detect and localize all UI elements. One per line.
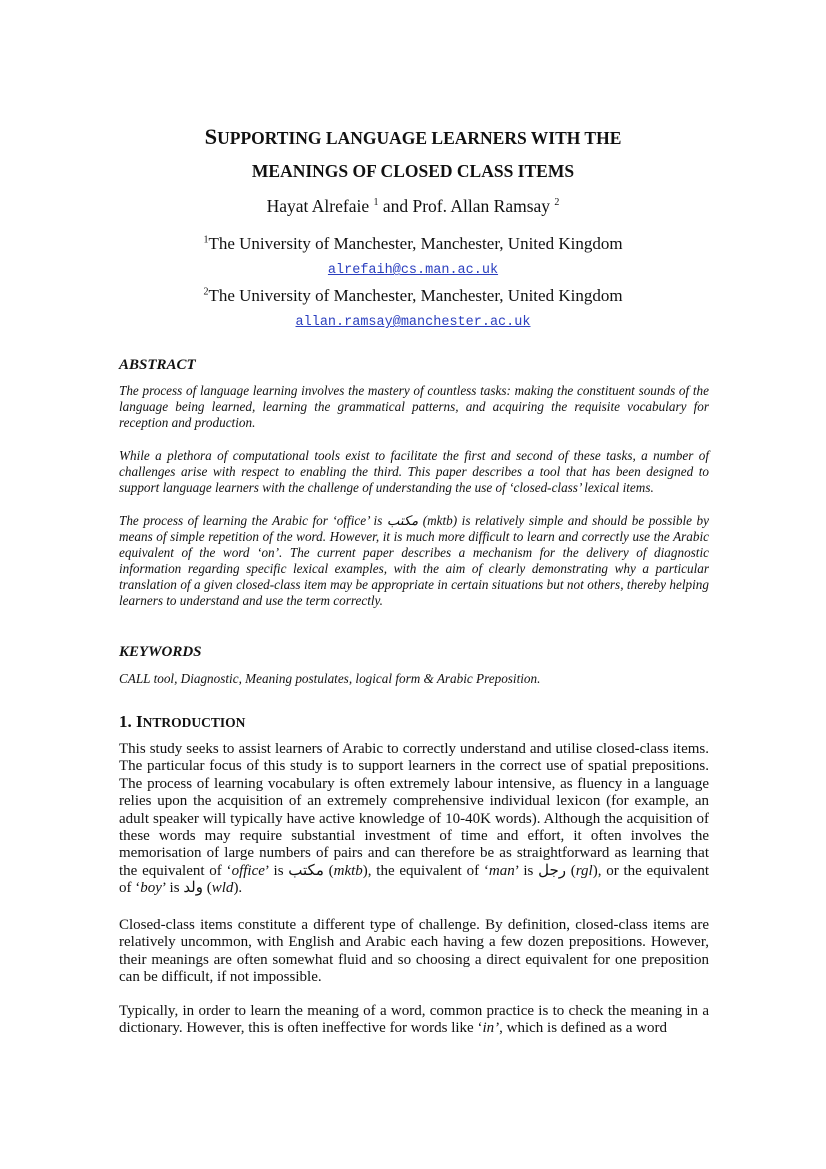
abstract-heading: ABSTRACT	[119, 357, 196, 373]
paper-title	[0, 120, 826, 188]
intro-paragraph-2: Closed-class items constitute a different type of challenge. By definition, closed-class items are relatively uncommon, with English and Arabic each having a few dozen prepositions. However, their meanings are often somewhat fluid and so choosing a direct equivalent for one preposition can be difficult, if not impossible.	[119, 917, 709, 986]
title-line-1: SUPPORTING LANGUAGE LEARNERS WITH THE	[204, 124, 622, 149]
author-2: and Prof. Allan Ramsay	[378, 196, 551, 216]
abstract-paragraph-3: The process of learning the Arabic for ‘office’ is مكتب (mktb) is relatively simple and should be possible by means of simple repetition of the word. However, it is much more difficult to learn and correctly use the Arabic equivalent of the word ‘on’. The current paper describes a mechanism for the delivery of diagnostic information regarding specific lexical examples, with the aim of clearly demonstrating why a particular translation of a given closed-class item may be appropriate in certain situations but not others, thereby helping learners to understand and use the term correctly.	[119, 513, 709, 608]
email-link-2[interactable]: allan.ramsay@manchester.ac.uk	[295, 315, 531, 330]
title-line-2: MEANINGS OF CLOSED CLASS ITEMS	[251, 161, 575, 181]
intro-paragraph-3: Typically, in order to learn the meaning of a word, common practice is to check the meaning in a dictionary. However, this is often ineffective for words like ‘in’, which is defined as a word	[119, 1003, 709, 1037]
abstract-paragraph-2: While a plethora of computational tools exist to facilitate the first and second of these tasks, a number of challenges arise with respect to enabling the third. This paper describes a tool that has been designed to support language learners with the challenge of understanding the use of ‘closed-class’ lexical items.	[119, 448, 709, 495]
author-line	[0, 196, 826, 217]
author-1-sup: 1	[373, 197, 379, 209]
author-2-sup: 2	[554, 197, 560, 209]
affiliation-2: $^2$The University of Manchester, Manchester, United Kingdom	[203, 286, 623, 305]
keywords-text: CALL tool, Diagnostic, Meaning postulates, logical form & Arabic Preposition.	[119, 671, 541, 686]
intro-paragraph-1: This study seeks to assist learners of Arabic to correctly understand and utilise closed-class items. The particular focus of this study is to support learners in the correct use of spatial prepositions. The process of learning vocabulary is often extremely labour intensive, as fluency in a language relies upon the acquisition of an extremely comprehensive individual lexicon (for example, an adult speaker will typically have active knowledge of 10-40K words). Although the acquisition of these words may require substantial investment of time and effort, it often involves the memorisation of large numbers of pairs and can therefore be as straightforward as learning that the equivalent of ‘office’ is مكتب (mktb), the equivalent of ‘man’ is رجل (rgl), or the equivalent of ‘boy’ is ولد (wld).	[119, 741, 710, 897]
abstract-paragraph-1: The process of language learning involves the mastery of countless tasks: making the constituent sounds of the language being learned, learning the grammatical patterns, and acquiring the requisite vocabulary for reception and production.	[119, 383, 709, 430]
author-1: Hayat Alrefaie	[266, 196, 370, 216]
email-link-1[interactable]: alrefaih@cs.man.ac.uk	[327, 263, 499, 278]
keywords-heading: KEYWORDS	[119, 644, 202, 660]
affiliation-1: $^1$The University of Manchester, Manchester, United Kingdom	[203, 234, 623, 253]
section-heading-introduction: 1. INTRODUCTION	[119, 712, 246, 731]
